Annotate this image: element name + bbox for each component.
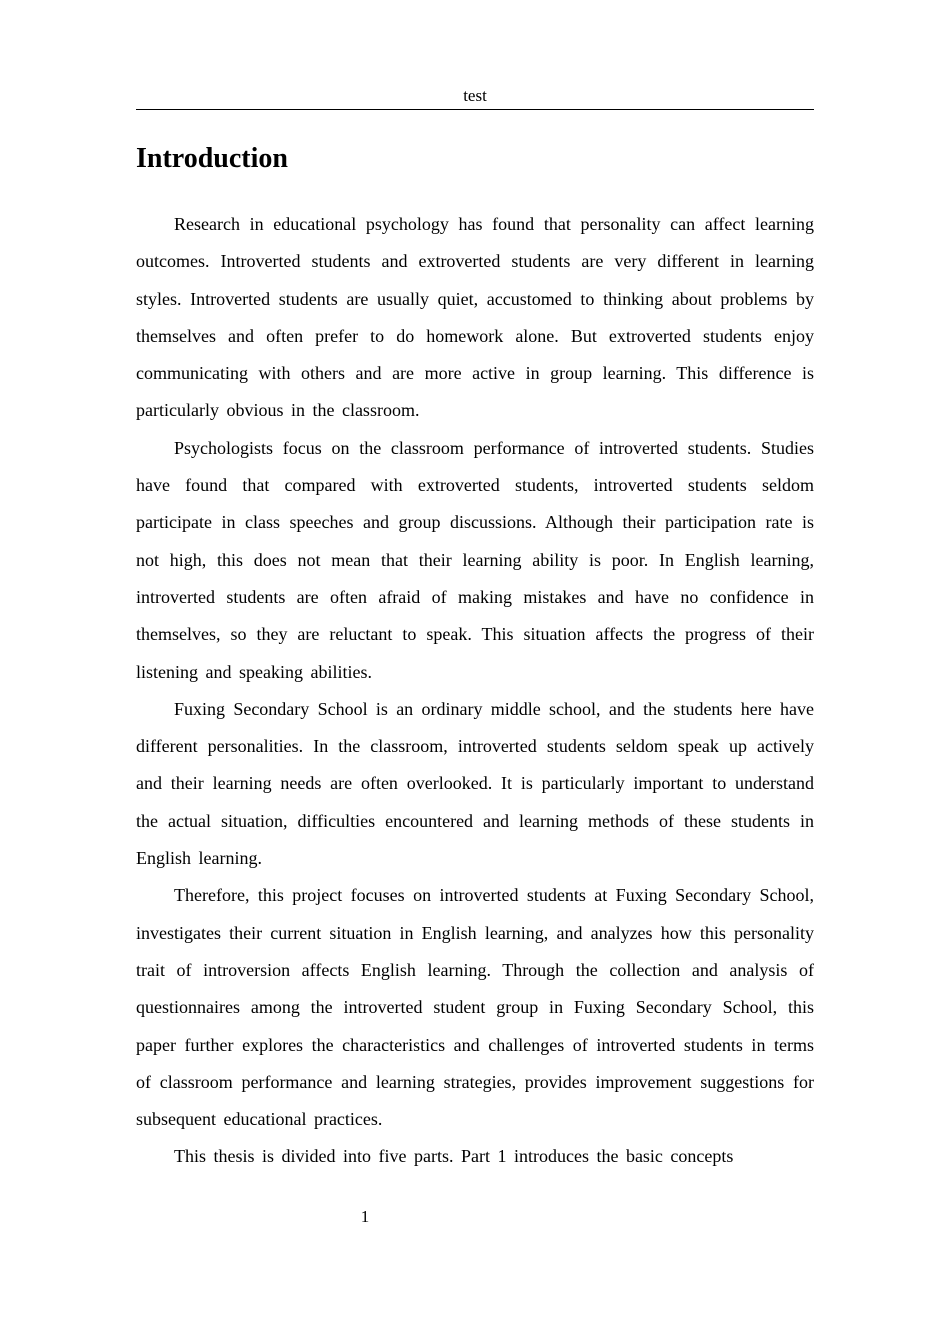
section-title: Introduction	[136, 143, 288, 174]
paragraph: Therefore, this project focuses on introverted students at Fuxing Secondary School, investigates their current situation in English learning, and analyzes how this personality trait of introversion affects English learning. Through the collection and analysis of questionnaires among the introverted student group in Fuxing Secondary School, this paper further explores the characteristics and challenges of introverted students in terms of classroom performance and learning strategies, provides improvement suggestions for subsequent educational practices.	[136, 885, 814, 1130]
page-number: 1	[360, 1207, 370, 1226]
paragraph: Psychologists focus on the classroom performance of introverted students. Studies have found that compared with extroverted students, introverted students seldom participate in class speeches and group discussions. Although their participation rate is not high, this does not mean that their learning ability is poor. In English learning, introverted students are often afraid of making mistakes and have no confidence in themselves, so they are reluctant to speak. This situation affects the progress of their listening and speaking abilities.	[136, 437, 814, 682]
running-header: test	[136, 85, 814, 110]
body-text	[136, 206, 814, 1176]
paragraph: Fuxing Secondary School is an ordinary middle school, and the students here have different personalities. In the classroom, introverted students seldom speak up actively and their learning needs are often overlooked. It is particularly important to understand the actual situation, difficulties encountered and learning methods of these students in English learning.	[136, 698, 814, 869]
paragraph: This thesis is divided into five parts. Part 1 introduces the basic concepts	[174, 1146, 734, 1167]
paragraph: Research in educational psychology has found that personality can affect learning outcomes. Introverted students and extroverted students are very different in learning styles. Introverted students are usually quiet, accustomed to thinking about problems by themselves and often prefer to do homework alone. But extroverted students enjoy communicating with others and are more active in group learning. This difference is particularly obvious in the classroom.	[136, 214, 814, 421]
